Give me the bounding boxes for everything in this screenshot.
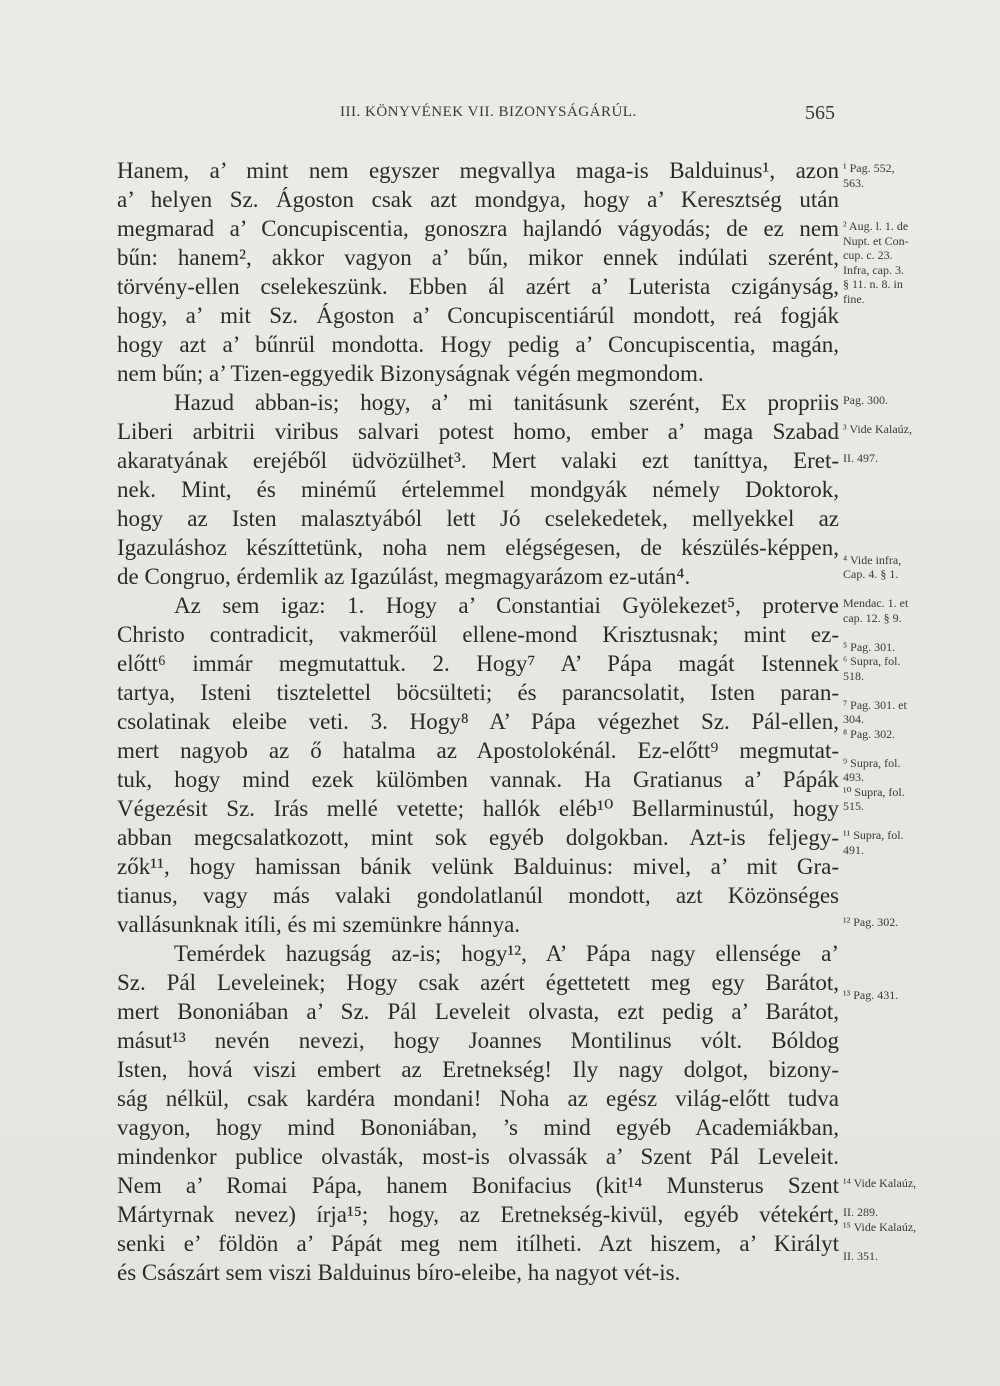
margin-note: ¹⁴ Vide Kalaúz,: [843, 1176, 917, 1190]
margin-note: cap. 12. § 9.: [843, 610, 902, 625]
text-line: és Császárt sem viszi Balduinus bíro-eleibe, ha nagyot vét-is.: [117, 1260, 681, 1285]
text-line: abban megcsalatkozott, mint sok egyéb dolgokban. Azt-is feljegy-: [117, 825, 839, 850]
margin-note: ¹² Pag. 302.: [843, 915, 899, 929]
text-line: vagyon, hogy mind Bononiában, ’s mind egyéb Academiákban,: [117, 1115, 839, 1140]
margin-note: Pag. 300.: [843, 393, 888, 407]
text-line: mert nagyob az ő hatalma az Apostolokénál. Ez-előtt⁹ megmutat-: [117, 738, 839, 763]
margin-note: Cap. 4. § 1.: [843, 567, 899, 581]
margin-note: ¹⁵ Vide Kalaúz,: [843, 1219, 917, 1234]
text-line: ság nélkül, csak kardéra mondani! Noha az egész világ-előtt tudva: [117, 1086, 839, 1111]
main-text-column: [117, 156, 839, 1287]
margin-note: ² Aug. l. 1. de: [843, 219, 909, 233]
text-line: mindenkor publice olvasták, most-is olvassák a’ Szent Pál Leveleit.: [117, 1144, 839, 1169]
margin-note: II. 497.: [843, 451, 878, 465]
text-line: bűn: hanem², akkor vagyon a’ bűn, mikor ennek indúlati szerént,: [117, 245, 839, 270]
text-line: nek. Mint, és minémű értelemmel mondgyák némely Doktorok,: [117, 477, 839, 502]
text-line: Nem a’ Romai Pápa, hanem Bonifacius (kit¹⁴ Munsterus Szent: [117, 1173, 839, 1198]
text-line: Az sem igaz: 1. Hogy a’ Constantiai Gyölekezet⁵, proterve: [174, 593, 839, 618]
margin-note: ¹¹ Supra, fol.: [843, 828, 904, 842]
text-line: tuk, hogy mind ezek külömben vannak. Ha Gratianus a’ Pápák: [117, 767, 839, 792]
margin-note: cup. c. 23.: [843, 248, 893, 262]
margin-note: 491.: [843, 842, 864, 857]
margin-note: ⁶ Supra, fol.: [843, 654, 901, 668]
margin-note: ¹ Pag. 552,: [843, 161, 895, 175]
text-line: Hazud abban-is; hogy, a’ mi tanitásunk szerént, Ex propriis: [174, 390, 839, 415]
margin-note: ⁵ Pag. 301.: [843, 639, 896, 654]
margin-note: 304.: [843, 712, 864, 726]
text-line: Isten, hová viszi embert az Eretnekség! Ily nagy dolgot, bizony-: [117, 1057, 839, 1082]
text-line: csolatinak eleibe veti. 3. Hogy⁸ A’ Pápa végezhet Sz. Pál-ellen,: [117, 709, 839, 734]
text-line: Temérdek hazugság az-is; hogy¹², A’ Pápa nagy ellensége a’: [174, 941, 839, 966]
text-line: másut¹³ nevén nevezi, hogy Joannes Montilinus vólt. Bóldog: [117, 1028, 839, 1053]
text-line: Christo contradicit, vakmerőül ellene-mond Krisztusnak; mint ez-: [117, 622, 839, 647]
running-header: III. KÖNYVÉNEK VII. BIZONYSÁGÁRÚL.: [340, 104, 637, 120]
margin-note: ⁸ Pag. 302.: [843, 726, 896, 741]
text-line: Mártyrnak nevez) írja¹⁵; hogy, az Eretnekség-kivül, egyéb vétekért,: [117, 1202, 839, 1227]
margin-note: 563.: [843, 175, 864, 190]
margin-note: ⁹ Supra, fol.: [843, 755, 901, 770]
page-number: 565: [805, 102, 835, 124]
margin-note: ¹⁰ Supra, fol.: [843, 784, 905, 799]
margin-note: ¹³ Pag. 431.: [843, 987, 899, 1002]
text-line: megmarad a’ Concupiscentia, gonoszra hajlandó vágyodás; de ez nem: [117, 216, 839, 241]
margin-note: Nupt. et Con-: [843, 233, 909, 248]
text-line: hogy az Isten malasztyából lett Jó cselekedetek, mellyekkel az: [117, 506, 839, 531]
text-line: tianus, vagy más valaki gondolatlanúl mondott, azt Közönséges: [117, 883, 839, 908]
text-line: a’ helyen Sz. Ágoston csak azt mondgya, hogy a’ Keresztség után: [117, 187, 839, 212]
text-line: hogy, a’ mit Sz. Ágoston a’ Concupiscentiárúl mondott, reá fogják: [117, 303, 839, 328]
margin-note: ⁴ Vide infra,: [843, 552, 902, 567]
margin-note: fine.: [843, 291, 865, 306]
margin-note: 493.: [843, 770, 864, 784]
margin-note: Mendac. 1. et: [843, 596, 909, 610]
text-line: Liberi arbitrii viribus salvari potest homo, ember a’ maga Szabad: [117, 419, 839, 444]
text-line: hogy azt a’ bűnrül mondotta. Hogy pedig a’ Concupiscentia, magán,: [117, 332, 839, 357]
text-line: nem bűn; a’ Tizen-eggyedik Bizonyságnak végén megmondom.: [117, 361, 704, 386]
text-line: vallásunknak itíli, és mi szemünkre hánnya.: [117, 912, 521, 937]
text-line: Sz. Pál Leveleinek; Hogy csak azért égettetett meg egy Barátot,: [117, 970, 839, 995]
text-line: Végezésit Sz. Irás mellé vetette; hallók eléb¹⁰ Bellarminustúl, hogy: [117, 796, 839, 821]
margin-note: ³ Vide Kalaúz,: [843, 422, 912, 436]
text-line: zők¹¹, hogy hamissan bánik velünk Balduinus: mivel, a’ mit Gra-: [117, 854, 839, 879]
margin-note: 518.: [843, 668, 864, 683]
margin-note: II. 351.: [843, 1248, 878, 1263]
text-line: senki e’ földön a’ Pápát meg nem itílheti. Azt hiszem, a’ Királyt: [117, 1231, 839, 1256]
text-line: Igazuláshoz készíttetünk, noha nem elégségesen, de készülés-képpen,: [117, 535, 839, 560]
text-line: mert Bononiában a’ Sz. Pál Leveleit olvasta, ezt pedig a’ Barátot,: [117, 999, 839, 1024]
text-line: akaratyának erejéből üdvözülhet³. Mert valaki ezt taníttya, Eret-: [117, 448, 839, 473]
text-line: tartya, Isteni tisztelettel böcsülteti; és parancsolatit, Isten paran-: [117, 680, 839, 705]
margin-note: ⁷ Pag. 301. et: [843, 697, 907, 712]
text-line: törvény-ellen cselekeszünk. Ebben ál azért a’ Luterista czigányság,: [117, 274, 839, 299]
margin-note: § 11. n. 8. in: [843, 277, 903, 291]
text-line: de Congruo, érdemlik az Igazúlást, megmagyarázom ez-után⁴.: [117, 564, 691, 589]
text-line: Hanem, a’ mint nem egyszer megvallya maga-is Balduinus¹, azon: [117, 158, 839, 183]
margin-note: II. 289.: [843, 1205, 878, 1219]
text-line: előtt⁶ immár megmutattuk. 2. Hogy⁷ A’ Pápa magát Istennek: [117, 651, 839, 676]
margin-note: Infra, cap. 3.: [843, 262, 904, 277]
margin-note: 515.: [843, 799, 864, 813]
